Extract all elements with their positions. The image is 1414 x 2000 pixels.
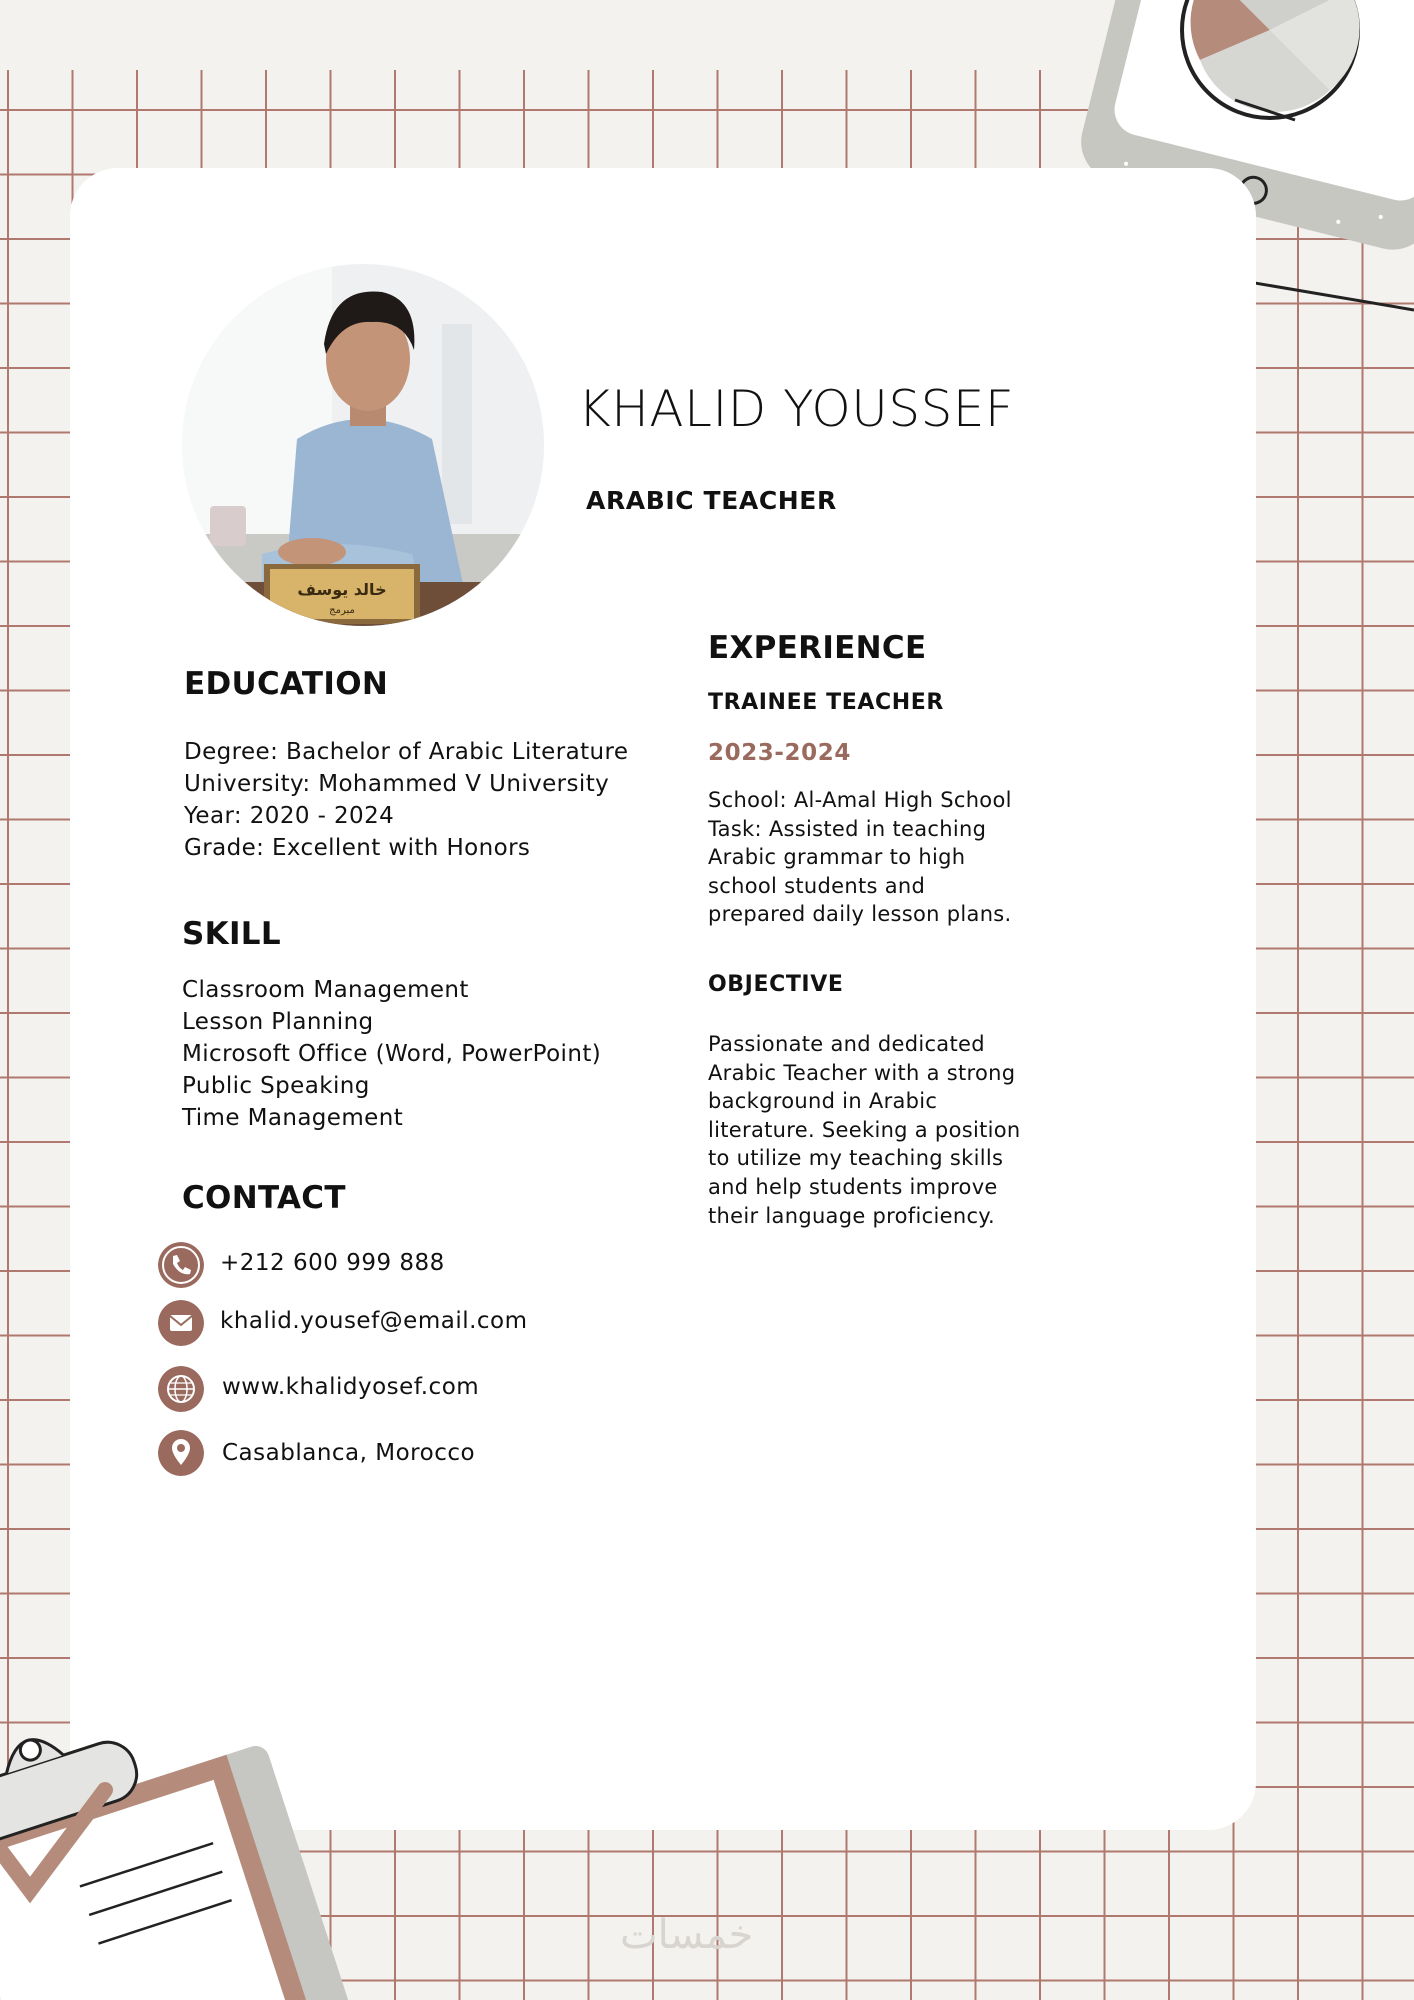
objective-line: Passionate and dedicated [708,1032,985,1056]
email-icon [158,1300,204,1346]
education-details [184,736,628,864]
experience-line: school students and [708,873,926,898]
skill-item: Public Speaking [182,1073,370,1099]
objective-line: Arabic Teacher with a strong [708,1060,1016,1085]
objective-text [708,1030,1021,1230]
watermark-logo: خمسات [620,1912,754,1958]
globe-icon [158,1366,204,1412]
email-address[interactable]: khalid.yousef@email.com [220,1308,528,1334]
skill-item: Classroom Management [182,977,469,1003]
clipboard-illustration [0,1700,400,2000]
skills-heading: SKILL [182,916,281,952]
education-heading: EDUCATION [184,666,389,702]
contact-email [158,1300,618,1348]
location-icon [158,1430,204,1476]
objective-line: background in Arabic [708,1089,938,1114]
skill-item: Lesson Planning [182,1009,374,1035]
experience-line: School: Al-Amal High School [708,788,1012,812]
candidate-name: KHALID YOUSSEF [578,380,1015,438]
experience-position: TRAINEE TEACHER [708,690,944,715]
objective-line: their language proficiency. [708,1203,995,1228]
location-text: Casablanca, Morocco [222,1440,476,1466]
contact-phone [158,1242,618,1290]
phone-number[interactable]: +212 600 999 888 [220,1250,445,1276]
skill-item: Time Management [182,1105,404,1131]
experience-details [708,786,1012,929]
objective-line: and help students improve [708,1174,998,1199]
nameplate-title: مبرمج [329,605,355,616]
objective-heading: OBJECTIVE [708,972,844,997]
profile-photo [182,264,544,626]
contact-heading: CONTACT [182,1180,346,1216]
contact-website [158,1366,618,1414]
candidate-title: ARABIC TEACHER [586,486,837,515]
phone-icon [158,1242,204,1288]
experience-line: prepared daily lesson plans. [708,902,1012,927]
nameplate-name: خالد يوسف [297,580,387,599]
experience-heading: EXPERIENCE [708,630,927,666]
experience-line: Arabic grammar to high [708,845,966,870]
objective-line: to utilize my teaching skills [708,1146,1004,1171]
objective-line: literature. Seeking a position [708,1117,1021,1142]
experience-line: Task: Assisted in teaching [708,816,987,841]
website-url[interactable]: www.khalidyosef.com [222,1374,480,1400]
education-line: University: Mohammed V University [184,771,610,797]
skill-item: Microsoft Office (Word, PowerPoint) [182,1041,602,1067]
skills-list [182,974,601,1134]
education-line: Grade: Excellent with Honors [184,835,531,861]
education-line: Degree: Bachelor of Arabic Literature [184,739,629,765]
education-line: Year: 2020 - 2024 [184,803,395,829]
contact-location [158,1430,618,1478]
experience-years: 2023-2024 [708,740,851,766]
